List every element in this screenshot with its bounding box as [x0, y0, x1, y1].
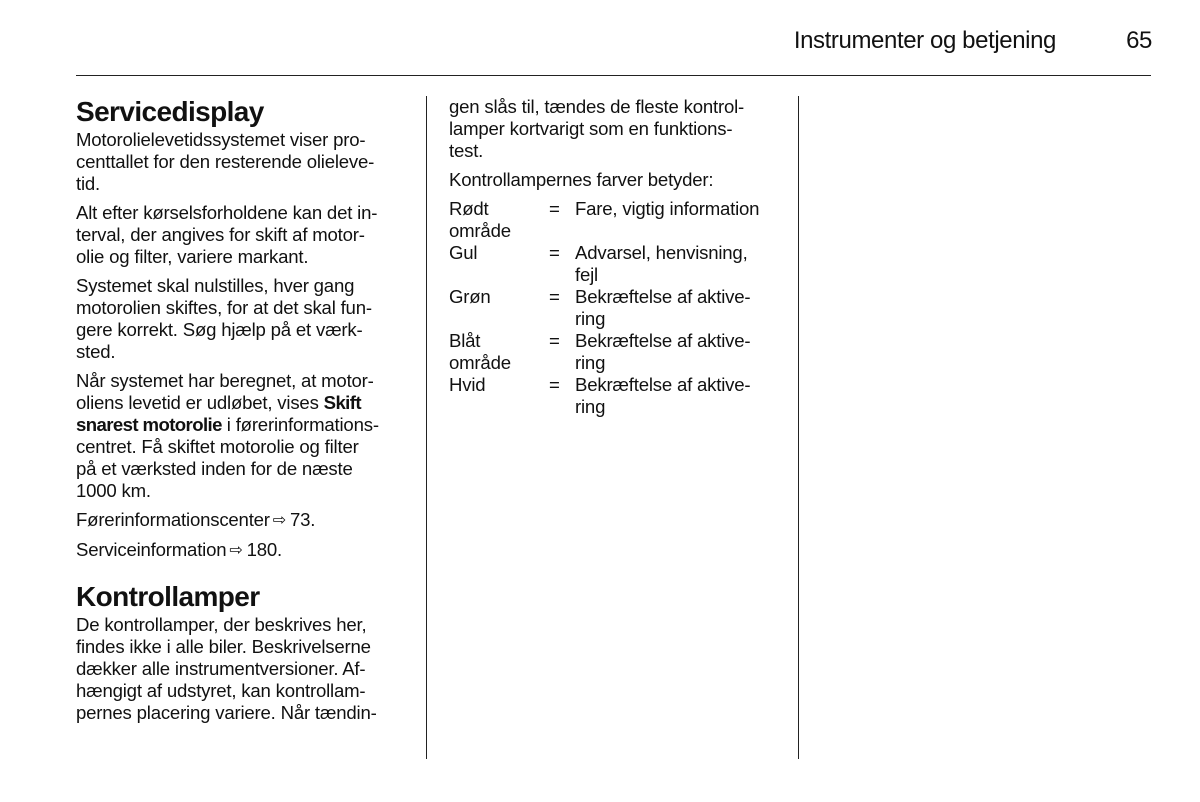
text-line: pernes placering variere. Når tændin-: [76, 702, 377, 723]
color-name: [449, 198, 549, 242]
text-line: [76, 414, 412, 436]
color-meaning: [575, 374, 791, 418]
text-line: findes ikke i alle biler. Beskrivelserne: [76, 636, 371, 657]
color-row-yellow: [449, 242, 791, 286]
section-heading-servicedisplay: Servicedisplay: [76, 96, 264, 127]
text-line: Systemet skal nulstilles, hver gang: [76, 275, 355, 296]
text-line: Bekræftelse af aktive-: [575, 330, 751, 351]
xref-page: 73.: [290, 509, 316, 530]
text-column-middle: [449, 96, 791, 418]
text-line: hængigt af udstyret, kan kontrollam-: [76, 680, 366, 701]
header-rule: [76, 75, 1151, 76]
equals-sign: =: [549, 242, 560, 263]
paragraph: [76, 614, 412, 724]
text-line: centret. Få skiftet motorolie og filter: [76, 436, 359, 457]
text-line: Motorolielevetidssystemet viser pro-: [76, 129, 366, 150]
display-message-bold: Skift: [323, 392, 361, 413]
text-line: område: [449, 352, 511, 373]
color-meaning: Fare, vigtig information: [575, 198, 760, 219]
equals-sign: =: [549, 374, 560, 395]
display-message-bold: snarest motorolie: [76, 414, 222, 435]
text-line: [76, 392, 412, 414]
xref-page: 180.: [246, 539, 282, 560]
text-line: tid.: [76, 173, 101, 194]
color-row-white: [449, 374, 791, 418]
color-meaning: [575, 286, 791, 330]
colors-intro: Kontrollampernes farver betyder:: [449, 169, 714, 190]
running-header-title: Instrumenter og betjening: [793, 27, 1056, 54]
color-row-red: [449, 198, 791, 242]
text-line: olie og filter, variere markant.: [76, 246, 309, 267]
text-line: 1000 km.: [76, 480, 151, 501]
section-heading-kontrollamper: Kontrollamper: [76, 581, 260, 612]
text-line: område: [449, 220, 511, 241]
cross-reference-service-info[interactable]: [76, 539, 412, 562]
color-name: Hvid: [449, 374, 486, 395]
xref-text: Serviceinformation: [76, 539, 227, 560]
paragraph: [449, 96, 791, 162]
text-line: test.: [449, 140, 484, 161]
text-span: oliens levetid er udløbet, vises: [76, 392, 324, 413]
color-name: Gul: [449, 242, 478, 263]
color-meaning: [575, 330, 791, 374]
color-row-green: [449, 286, 791, 330]
color-name: Grøn: [449, 286, 491, 307]
text-line: ring: [575, 396, 606, 417]
color-meaning-table: [449, 198, 791, 418]
text-column-left: [76, 96, 412, 731]
text-line: De kontrollamper, der beskrives her,: [76, 614, 367, 635]
text-line: centtallet for den resterende olieleve-: [76, 151, 375, 172]
text-line: lamper kortvarigt som en funktions-: [449, 118, 733, 139]
page-number: 65: [1126, 27, 1152, 54]
text-line: Bekræftelse af aktive-: [575, 374, 751, 395]
text-line: fejl: [575, 264, 598, 285]
text-line: Rødt: [449, 198, 489, 219]
text-line: Når systemet har beregnet, at motor-: [76, 370, 374, 391]
arrow-right-icon: ⇨: [229, 542, 243, 559]
xref-text: Førerinformationscenter: [76, 509, 270, 530]
equals-sign: =: [549, 198, 560, 219]
text-line: på et værksted inden for de næste: [76, 458, 353, 479]
text-line: dækker alle instrumentversioner. Af-: [76, 658, 366, 679]
text-line: motorolien skiftes, for at det skal fun-: [76, 297, 372, 318]
paragraph: [76, 370, 412, 502]
text-line: Advarsel, henvisning,: [575, 242, 748, 263]
text-line: gen slås til, tændes de fleste kontrol-: [449, 96, 745, 117]
equals-sign: =: [549, 286, 560, 307]
color-row-blue: [449, 330, 791, 374]
paragraph: [76, 202, 412, 268]
text-line: Blåt: [449, 330, 481, 351]
text-line: gere korrekt. Søg hjælp på et værk-: [76, 319, 363, 340]
text-line: Alt efter kørselsforholdene kan det in-: [76, 202, 378, 223]
column-divider-1: [426, 96, 427, 759]
text-line: Bekræftelse af aktive-: [575, 286, 751, 307]
text-line: ring: [575, 308, 606, 329]
arrow-right-icon: ⇨: [272, 512, 287, 529]
column-divider-2: [798, 96, 799, 759]
cross-reference-driver-info-center[interactable]: [76, 509, 412, 532]
paragraph: [76, 129, 412, 195]
color-name: [449, 330, 549, 374]
text-span: i førerinformations-: [221, 414, 379, 435]
text-line: terval, der angives for skift af motor-: [76, 224, 365, 245]
text-line: sted.: [76, 341, 116, 362]
equals-sign: =: [549, 330, 560, 351]
color-meaning: [575, 242, 791, 286]
paragraph: [76, 275, 412, 363]
text-line: ring: [575, 352, 606, 373]
